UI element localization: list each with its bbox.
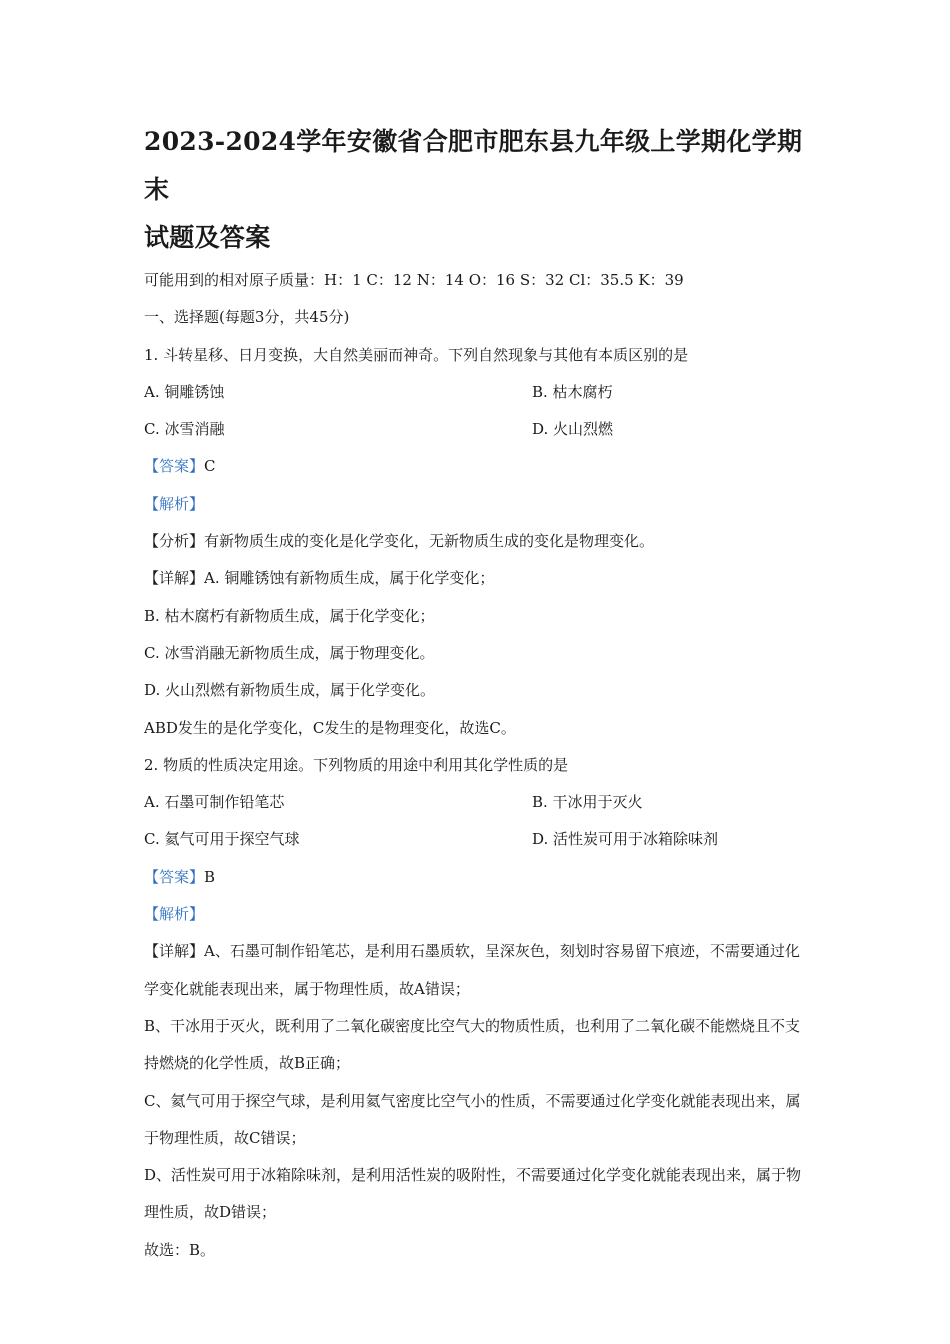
- detail-paragraph: C、氦气可用于探空气球，是利用氦气密度比空气小的性质，不需要通过化学变化就能表现出来，属于物理性质，故C错误；: [144, 1091, 801, 1147]
- answer-line: [144, 448, 814, 485]
- option-a: A. 石墨可制作铅笔芯: [144, 793, 285, 812]
- detail-paragraph: D、活性炭可用于冰箱除味剂，是利用活性炭的吸附性，不需要通过化学变化就能表现出来，属于物理性质，故D错误；: [144, 1166, 802, 1222]
- exam-document: [144, 118, 814, 1269]
- analysis-line: [144, 896, 814, 933]
- options-row: [144, 374, 814, 411]
- answer-value: C: [204, 457, 216, 476]
- atomic-mass-note: 可能用到的相对原子质量：H：1 C：12 N：14 O：16 S：32 Cl：35.5 K：39: [144, 271, 684, 289]
- fenxi-tag: 【分析】: [144, 532, 205, 551]
- analysis-tag: 【解析】: [144, 905, 205, 924]
- option-d: D. 活性炭可用于冰箱除味剂: [532, 830, 719, 849]
- answer-value: B: [204, 867, 216, 886]
- options-row: [144, 411, 814, 448]
- options-row: [144, 784, 814, 821]
- document-title-line-1: 2023-2024学年安徽省合肥市肥东县九年级上学期化学期末: [144, 127, 803, 204]
- detail-line: [144, 560, 814, 597]
- detail-paragraph: B、干冰用于灭火，既利用了二氧化碳密度比空气大的物质性质，也利用了二氧化碳不能燃烧且不支持燃烧的化学性质，故B正确；: [144, 1016, 801, 1073]
- detail-line: B. 枯木腐朽有新物质生成，属于化学变化；: [144, 606, 435, 625]
- option-c: C. 氦气可用于探空气球: [144, 830, 300, 849]
- detail-line: D. 火山烈燃有新物质生成，属于化学变化。: [144, 681, 436, 700]
- question-1: [144, 337, 814, 747]
- detail-text: A、石墨可制作铅笔芯，是利用石墨质软，呈深灰色，刻划时容易留下痕迹，不需要通过化学变化就能表现出来，属于物理性质，故A错误；: [144, 942, 800, 998]
- detail-line: ABD发生的是化学变化，C发生的是物理变化，故选C。: [144, 718, 516, 737]
- answer-tag: 【答案】: [144, 867, 205, 886]
- options-row: [144, 821, 814, 858]
- question-2: [144, 747, 814, 1269]
- detail-text: A. 铜雕锈蚀有新物质生成，属于化学变化；: [204, 569, 495, 588]
- option-b: B. 枯木腐朽: [532, 382, 613, 401]
- option-d: D. 火山烈燃: [532, 420, 614, 439]
- option-a: A. 铜雕锈蚀: [144, 382, 225, 401]
- detail-tag: 【详解】: [144, 942, 205, 961]
- option-c: C. 冰雪消融: [144, 420, 225, 439]
- fenxi-text: 有新物质生成的变化是化学变化，无新物质生成的变化是物理变化。: [204, 532, 655, 551]
- detail-line: C. 冰雪消融无新物质生成，属于物理变化。: [144, 643, 435, 662]
- answer-tag: 【答案】: [144, 457, 205, 476]
- question-stem: 2. 物质的性质决定用途。下列物质的用途中利用其化学性质的是: [144, 755, 569, 774]
- conclusion-line: 故选：B。: [144, 1240, 216, 1259]
- detail-tag: 【详解】: [144, 569, 205, 588]
- analysis-line: [144, 486, 814, 523]
- answer-line: [144, 859, 814, 896]
- analysis-tag: 【解析】: [144, 494, 205, 513]
- fenxi-line: [144, 523, 814, 560]
- option-b: B. 干冰用于灭火: [532, 793, 643, 812]
- question-stem: 1. 斗转星移、日月变换，大自然美丽而神奇。下列自然现象与其他有本质区别的是: [144, 345, 689, 364]
- document-title-line-2: 试题及答案: [144, 223, 271, 252]
- detail-paragraph: [144, 933, 814, 1008]
- section-heading: 一、选择题(每题3分，共45分): [144, 308, 350, 327]
